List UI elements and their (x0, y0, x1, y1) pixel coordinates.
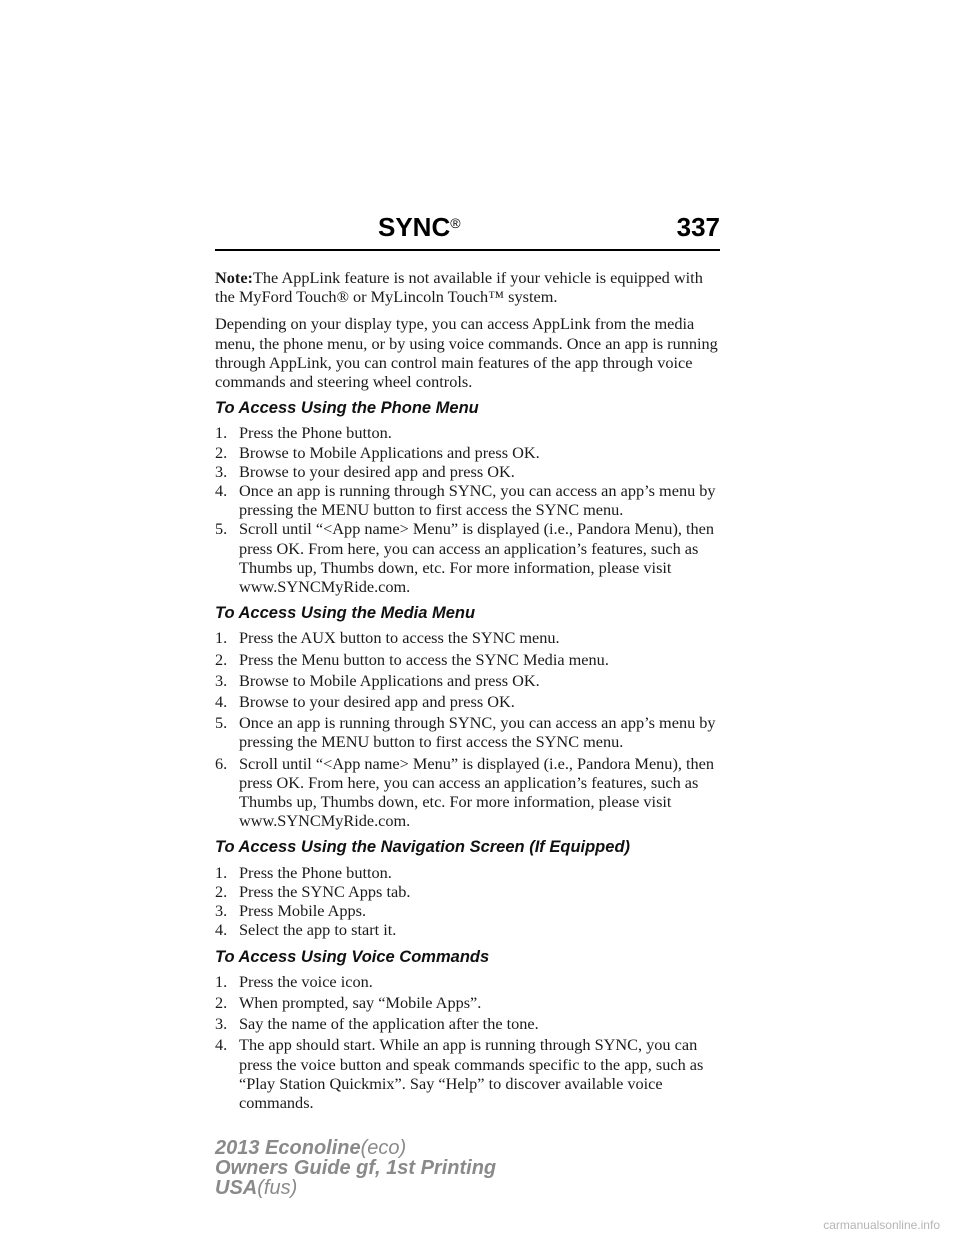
page-header (215, 212, 720, 252)
step-item: 1. Press the Phone button. (215, 862, 392, 882)
step-item: 2. When prompted, say “Mobile Apps”. (215, 992, 482, 1012)
registered-mark: ® (450, 215, 461, 231)
step-item: 4. Browse to your desired app and press OK. (215, 692, 515, 712)
step-item: 3. Say the name of the application after the tone. (215, 1014, 539, 1034)
step-item: 4. Select the app to start it. (215, 920, 397, 940)
watermark-text: carmanualsonline.info (823, 1218, 940, 1232)
steps-phone-menu (215, 423, 720, 596)
header-rule (215, 249, 720, 251)
section-heading-phone-menu: To Access Using the Phone Menu (215, 399, 479, 418)
intro-paragraph: Depending on your display type, you can access AppLink from the media menu, the phone menu, or by using voice commands. Once an app is running through AppLink, you can control main features of the app through voice commands and steering wheel controls. (215, 314, 718, 392)
step-item: 6. Scroll until “<App name> Menu” is displayed (i.e., Pandora Menu), then press OK. From here, you can access an application’s features, such as Thumbs up, Thumbs down, etc. For more information, please visit www.SYNCMyRide.com. (215, 753, 715, 831)
section-heading-navigation-screen: To Access Using the Navigation Screen (If Equipped) (215, 838, 631, 857)
step-item: 4. The app should start. While an app is running through SYNC, you can press the voice button and speak commands specific to the app, such as “Play Station Quickmix”. Say “Help” to discover available voice commands. (215, 1035, 704, 1112)
page-number: 337 (676, 212, 720, 242)
chapter-title: SYNC® (378, 212, 461, 242)
step-item: 3. Browse to Mobile Applications and press OK. (215, 670, 540, 690)
step-item: 4. Once an app is running through SYNC, you can access an app’s menu by pressing the MENU button to first access the SYNC menu. (215, 481, 716, 520)
step-item: 3. Browse to your desired app and press OK. (215, 461, 515, 481)
step-item: 2. Browse to Mobile Applications and press OK. (215, 442, 540, 462)
steps-voice-commands (215, 972, 720, 1112)
step-item: 2. Press the Menu button to access the SYNC Media menu. (215, 649, 609, 669)
step-item: 3. Press Mobile Apps. (215, 901, 367, 921)
section-heading-media-menu: To Access Using the Media Menu (215, 604, 476, 623)
step-item: 1. Press the AUX button to access the SYNC menu. (215, 628, 560, 648)
footer-line-guide: Owners Guide gf, 1st Printing (215, 1157, 497, 1179)
note-paragraph (215, 268, 720, 306)
note-text: The AppLink feature is not available if your vehicle is equipped with the MyFord Touch® or MyLincoln Touch™ system. (215, 268, 703, 307)
section-heading-voice-commands: To Access Using Voice Commands (215, 947, 490, 966)
page-content (215, 268, 720, 1118)
page-footer (215, 1138, 496, 1198)
step-item: 2. Press the SYNC Apps tab. (215, 881, 411, 901)
step-item: 1. Press the voice icon. (215, 971, 373, 991)
note-label: Note: (215, 268, 253, 287)
footer-line-region: USA(fus) (215, 1177, 298, 1199)
step-item: 5. Scroll until “<App name> Menu” is displayed (i.e., Pandora Menu), then press OK. From here, you can access an application’s features, such as Thumbs up, Thumbs down, etc. For more information, please visit www.SYNCMyRide.com. (215, 519, 715, 597)
steps-navigation-screen (215, 863, 720, 940)
step-item: 5. Once an app is running through SYNC, you can access an app’s menu by pressing the MENU button to first access the SYNC menu. (215, 713, 716, 752)
step-item: 1. Press the Phone button. (215, 423, 392, 443)
footer-line-model: 2013 Econoline(eco) (215, 1137, 407, 1159)
steps-media-menu (215, 628, 720, 830)
